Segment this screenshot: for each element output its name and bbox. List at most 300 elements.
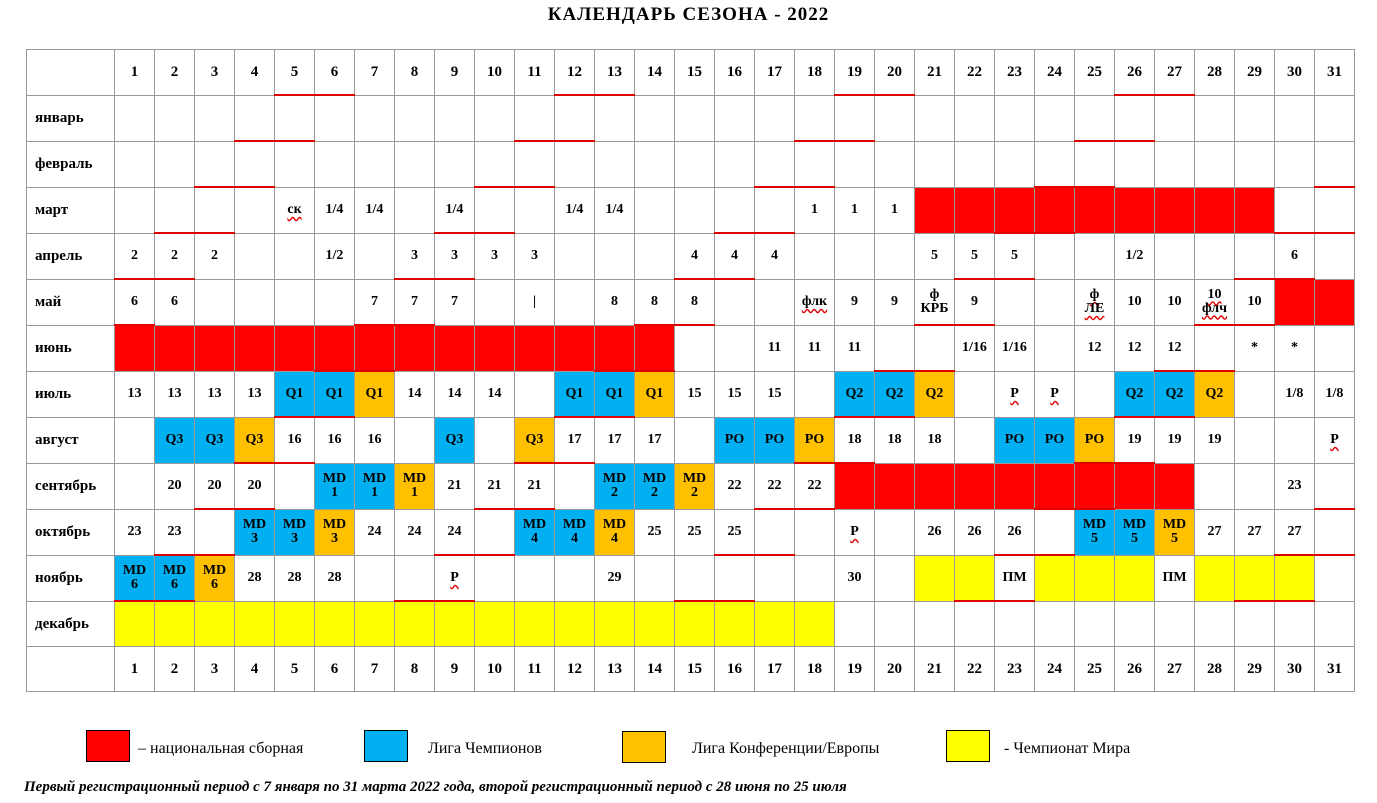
month-row xyxy=(27,141,1355,187)
event-label: 22 xyxy=(807,478,822,493)
day-cell xyxy=(1235,141,1275,187)
event-cell xyxy=(1075,325,1115,371)
day-cell xyxy=(115,141,155,187)
day-cell xyxy=(675,325,715,371)
day-number: 22 xyxy=(955,647,995,692)
event-label: | xyxy=(532,294,537,309)
event-label: 15 xyxy=(767,386,782,401)
event-cell xyxy=(1275,233,1315,279)
day-cell xyxy=(675,95,715,141)
event-label: Р xyxy=(1330,432,1339,447)
day-cell xyxy=(715,187,755,233)
day-cell xyxy=(875,141,915,187)
day-cell xyxy=(1115,141,1155,187)
event-label: 26 xyxy=(1007,523,1022,539)
day-cell xyxy=(875,601,915,647)
day-number: 15 xyxy=(675,647,715,692)
event-label: 2 xyxy=(131,247,138,263)
day-cell xyxy=(995,601,1035,647)
event-cell-nat xyxy=(915,187,955,233)
day-cell xyxy=(395,141,435,187)
event-cell-cl xyxy=(715,417,755,463)
day-cell xyxy=(675,141,715,187)
event-label: 1 xyxy=(891,202,898,217)
event-label: 14 xyxy=(407,386,422,401)
day-cell xyxy=(1155,95,1195,141)
day-number: 28 xyxy=(1195,50,1235,96)
event-label: PO xyxy=(764,432,785,447)
event-label: 26 xyxy=(927,524,942,539)
day-cell xyxy=(1155,141,1195,187)
day-number: 8 xyxy=(395,647,435,692)
event-label: MD 6 xyxy=(162,563,187,592)
day-cell xyxy=(1315,141,1355,187)
day-cell xyxy=(235,233,275,279)
day-number: 27 xyxy=(1155,647,1195,692)
event-label: 8 xyxy=(651,293,658,309)
event-label: 2 xyxy=(211,248,218,264)
event-label: 1/4 xyxy=(605,202,624,217)
event-cell-wc xyxy=(675,601,715,647)
event-label: MD 3 xyxy=(282,517,307,546)
day-cell xyxy=(1195,95,1235,141)
event-cell xyxy=(315,187,355,233)
event-cell xyxy=(355,187,395,233)
event-label: 24 xyxy=(367,524,382,539)
legend-label-world-cup: - Чемпионат Мира xyxy=(1004,740,1131,757)
event-label: MD 4 xyxy=(522,517,547,547)
day-cell xyxy=(715,95,755,141)
event-cell-cl xyxy=(315,463,355,509)
event-cell-wc xyxy=(115,601,155,647)
day-number: 20 xyxy=(875,647,915,692)
event-cell xyxy=(1155,417,1195,463)
event-cell-cl xyxy=(1155,371,1195,417)
day-cell xyxy=(1035,509,1075,555)
event-cell-cl xyxy=(1035,417,1075,463)
day-number: 18 xyxy=(795,647,835,692)
event-cell-nat xyxy=(1075,187,1115,233)
event-label: PO xyxy=(1084,431,1105,447)
day-cell xyxy=(875,509,915,555)
day-cell xyxy=(555,233,595,279)
event-cell xyxy=(835,279,875,325)
event-cell xyxy=(1195,509,1235,555)
event-label: * xyxy=(1291,340,1298,355)
day-cell xyxy=(955,371,995,417)
day-number: 30 xyxy=(1275,50,1315,96)
event-cell xyxy=(795,463,835,509)
day-number: 5 xyxy=(275,50,315,96)
day-cell xyxy=(515,187,555,233)
day-cell xyxy=(1035,601,1075,647)
event-cell xyxy=(315,555,355,601)
day-number: 12 xyxy=(555,50,595,96)
event-cell-wc xyxy=(955,555,995,601)
event-label: Р xyxy=(850,524,859,539)
day-cell xyxy=(1075,601,1115,647)
event-cell-cl xyxy=(435,417,475,463)
day-header-row xyxy=(27,50,1355,96)
event-cell xyxy=(475,371,515,417)
day-cell xyxy=(795,95,835,141)
day-number: 31 xyxy=(1315,50,1355,96)
day-cell xyxy=(155,187,195,233)
day-cell xyxy=(475,279,515,325)
event-label: 13 xyxy=(247,386,262,401)
day-number: 4 xyxy=(235,50,275,96)
event-cell xyxy=(435,279,475,325)
event-cell-wc xyxy=(515,601,555,647)
event-label: PO xyxy=(804,431,825,447)
event-label: 1/8 xyxy=(1325,386,1344,401)
day-cell xyxy=(115,463,155,509)
legend-label-national: – национальная сборная xyxy=(138,740,304,757)
event-cell xyxy=(835,555,875,601)
event-cell xyxy=(875,187,915,233)
event-cell xyxy=(1275,509,1315,555)
event-cell-cl xyxy=(355,463,395,509)
day-cell xyxy=(1235,463,1275,509)
event-label: 19 xyxy=(1127,432,1142,447)
day-cell xyxy=(1275,95,1315,141)
event-cell xyxy=(995,509,1035,555)
day-cell xyxy=(995,95,1035,141)
event-cell xyxy=(395,509,435,555)
event-cell-wc xyxy=(395,601,435,647)
event-cell-wc xyxy=(1235,555,1275,601)
event-label: 5 xyxy=(971,247,978,263)
event-cell-el xyxy=(595,509,635,555)
event-cell xyxy=(1275,371,1315,417)
event-cell-cl xyxy=(555,509,595,555)
event-cell xyxy=(155,509,195,555)
event-label: MD 6 xyxy=(202,563,227,593)
event-cell-cl xyxy=(875,371,915,417)
legend-swatch-national xyxy=(86,730,130,762)
event-cell-wc xyxy=(195,601,235,647)
event-label: 20 xyxy=(247,478,262,493)
event-cell xyxy=(955,509,995,555)
corner-cell xyxy=(27,50,115,96)
event-cell xyxy=(1235,509,1275,555)
day-cell xyxy=(1115,601,1155,647)
event-cell xyxy=(515,463,555,509)
day-cell xyxy=(1195,463,1235,509)
event-cell-nat xyxy=(635,325,675,371)
event-label: Q1 xyxy=(365,386,384,402)
event-label: 5 xyxy=(1011,248,1018,263)
event-cell xyxy=(715,509,755,555)
event-cell xyxy=(595,187,635,233)
legend-swatch-conference-europa xyxy=(622,731,666,763)
day-cell xyxy=(115,417,155,463)
event-cell xyxy=(435,555,475,601)
event-label: Q1 xyxy=(285,385,304,401)
event-label: 1/4 xyxy=(365,202,384,217)
day-cell xyxy=(1275,601,1315,647)
day-number: 16 xyxy=(715,50,755,96)
event-cell xyxy=(235,463,275,509)
event-cell xyxy=(435,371,475,417)
event-cell xyxy=(155,371,195,417)
event-label: 8 xyxy=(691,294,698,309)
day-cell xyxy=(635,141,675,187)
event-label: MD 5 xyxy=(1082,517,1107,547)
event-cell xyxy=(115,509,155,555)
event-cell xyxy=(1275,463,1315,509)
event-cell xyxy=(835,325,875,371)
event-cell xyxy=(1195,279,1235,325)
day-cell xyxy=(1035,279,1075,325)
day-cell xyxy=(1315,509,1355,555)
event-cell-nat xyxy=(1155,463,1195,509)
event-cell-wc xyxy=(155,601,195,647)
event-cell-wc xyxy=(235,601,275,647)
event-label: ф ЛЕ xyxy=(1084,287,1105,316)
day-cell xyxy=(395,417,435,463)
event-cell-el xyxy=(355,371,395,417)
day-cell xyxy=(475,141,515,187)
event-label: 7 xyxy=(411,294,418,309)
day-cell xyxy=(515,371,555,417)
event-label: 10 xyxy=(1167,294,1182,309)
day-cell xyxy=(1155,601,1195,647)
day-cell xyxy=(155,141,195,187)
month-label: октябрь xyxy=(27,509,115,555)
event-label: Q1 xyxy=(605,386,624,401)
event-label: PO xyxy=(1004,432,1025,447)
day-cell xyxy=(555,463,595,509)
event-cell xyxy=(995,325,1035,371)
event-label: 28 xyxy=(327,570,342,585)
event-label: Q2 xyxy=(1205,386,1224,402)
event-label: 21 xyxy=(487,477,502,493)
day-cell xyxy=(1195,325,1235,371)
event-label: 3 xyxy=(531,248,538,263)
event-cell xyxy=(715,233,755,279)
event-cell-nat xyxy=(115,325,155,371)
event-label: Q1 xyxy=(565,385,584,401)
event-cell xyxy=(595,555,635,601)
day-cell xyxy=(715,141,755,187)
event-label: ПМ xyxy=(1162,570,1187,585)
event-label: 24 xyxy=(447,523,462,539)
day-cell xyxy=(315,95,355,141)
day-cell xyxy=(955,417,995,463)
event-label: MD 4 xyxy=(562,517,587,546)
month-label: июль xyxy=(27,371,115,417)
event-cell xyxy=(115,233,155,279)
event-cell xyxy=(275,417,315,463)
day-cell xyxy=(955,141,995,187)
event-cell-wc xyxy=(355,601,395,647)
day-cell xyxy=(1035,141,1075,187)
month-label: апрель xyxy=(27,233,115,279)
event-cell xyxy=(555,417,595,463)
event-cell xyxy=(235,371,275,417)
event-label: 9 xyxy=(971,294,978,309)
day-number: 11 xyxy=(515,647,555,692)
event-label: 22 xyxy=(767,477,782,493)
event-label: 13 xyxy=(127,386,142,401)
event-cell xyxy=(395,233,435,279)
event-label: Р xyxy=(450,570,459,585)
event-cell-wc xyxy=(915,555,955,601)
event-label: 14 xyxy=(487,386,502,401)
day-cell xyxy=(675,187,715,233)
event-cell-el xyxy=(1155,509,1195,555)
month-row xyxy=(27,325,1355,371)
day-number: 17 xyxy=(755,50,795,96)
event-cell xyxy=(515,279,555,325)
day-cell xyxy=(715,325,755,371)
event-label: 25 xyxy=(687,524,702,539)
event-label: 23 xyxy=(127,524,142,539)
event-label: PO xyxy=(1044,432,1065,447)
day-cell xyxy=(1195,141,1235,187)
event-cell xyxy=(715,463,755,509)
event-label: 13 xyxy=(167,386,182,401)
event-label: 30 xyxy=(847,570,862,585)
day-cell xyxy=(1235,601,1275,647)
event-label: Q3 xyxy=(205,432,224,447)
legend-label-conference-europa: Лига Конференции/Европы xyxy=(692,740,880,757)
event-label: 17 xyxy=(567,432,582,447)
event-cell xyxy=(915,279,955,325)
day-cell xyxy=(195,187,235,233)
event-label: ПМ xyxy=(1002,570,1027,585)
event-cell xyxy=(915,417,955,463)
event-label: 8 xyxy=(611,294,618,309)
day-cell xyxy=(275,141,315,187)
day-number: 6 xyxy=(315,647,355,692)
event-cell-el xyxy=(795,417,835,463)
event-label: 16 xyxy=(287,432,302,447)
day-number: 2 xyxy=(155,50,195,96)
day-cell xyxy=(1275,141,1315,187)
day-number: 23 xyxy=(995,647,1035,692)
event-cell xyxy=(955,233,995,279)
event-label: 1 xyxy=(811,202,818,218)
event-cell-nat xyxy=(1115,187,1155,233)
month-label: ноябрь xyxy=(27,555,115,601)
event-label: 6 xyxy=(131,294,138,309)
event-label: 20 xyxy=(207,477,222,493)
day-cell xyxy=(1195,233,1235,279)
event-cell-nat xyxy=(1115,463,1155,509)
day-cell xyxy=(875,233,915,279)
day-footer-row xyxy=(27,647,1355,692)
month-label: сентябрь xyxy=(27,463,115,509)
event-label: 12 xyxy=(1167,339,1182,355)
event-cell-nat xyxy=(1275,279,1315,325)
event-label: 18 xyxy=(887,432,902,448)
day-cell xyxy=(1075,95,1115,141)
event-label: Q1 xyxy=(645,386,664,402)
event-label: 29 xyxy=(607,570,622,585)
event-label: Q3 xyxy=(445,432,464,447)
month-label: март xyxy=(27,187,115,233)
event-cell-wc xyxy=(315,601,355,647)
event-label: Q3 xyxy=(525,431,544,447)
day-cell xyxy=(355,233,395,279)
day-cell xyxy=(1235,371,1275,417)
event-cell xyxy=(1195,417,1235,463)
event-label: 18 xyxy=(927,432,942,447)
day-cell xyxy=(755,509,795,555)
event-label: 28 xyxy=(287,570,302,585)
event-cell xyxy=(435,509,475,555)
event-label: 7 xyxy=(371,293,378,309)
event-label: MD 1 xyxy=(322,471,347,500)
event-label: 2 xyxy=(171,248,178,263)
day-number: 16 xyxy=(715,647,755,692)
event-label: 11 xyxy=(767,340,782,355)
event-cell-nat xyxy=(155,325,195,371)
day-cell xyxy=(235,279,275,325)
event-cell xyxy=(355,417,395,463)
event-label: * xyxy=(1251,340,1258,356)
day-cell xyxy=(315,279,355,325)
day-number: 29 xyxy=(1235,647,1275,692)
day-cell xyxy=(1075,233,1115,279)
day-number: 2 xyxy=(155,647,195,692)
day-cell xyxy=(155,95,195,141)
event-label: MD 3 xyxy=(322,517,347,546)
event-cell-nat xyxy=(875,463,915,509)
day-number: 22 xyxy=(955,50,995,96)
event-label: Q2 xyxy=(925,386,944,402)
event-cell-wc xyxy=(1275,555,1315,601)
day-cell xyxy=(115,95,155,141)
event-label: 21 xyxy=(527,478,542,493)
day-cell xyxy=(915,601,955,647)
event-label: MD 1 xyxy=(402,471,427,500)
event-cell-wc xyxy=(475,601,515,647)
day-cell xyxy=(195,141,235,187)
event-cell-el xyxy=(395,463,435,509)
day-cell xyxy=(435,95,475,141)
event-cell xyxy=(795,279,835,325)
legend-swatch-world-cup xyxy=(946,730,990,762)
day-cell xyxy=(475,95,515,141)
event-cell xyxy=(355,279,395,325)
event-cell-wc xyxy=(1035,555,1075,601)
day-number: 14 xyxy=(635,647,675,692)
event-cell-el xyxy=(675,463,715,509)
event-cell-cl xyxy=(155,417,195,463)
day-cell xyxy=(315,141,355,187)
event-label: MD 3 xyxy=(242,517,267,547)
event-label: 23 xyxy=(167,523,182,539)
day-number: 25 xyxy=(1075,50,1115,96)
day-cell xyxy=(755,187,795,233)
day-cell xyxy=(1075,371,1115,417)
event-label: 11 xyxy=(807,340,822,355)
event-label: MD 1 xyxy=(362,471,387,500)
day-number: 14 xyxy=(635,50,675,96)
day-cell xyxy=(795,233,835,279)
month-label: февраль xyxy=(27,141,115,187)
event-cell-el xyxy=(915,371,955,417)
event-label: 1/2 xyxy=(1125,248,1144,263)
month-row xyxy=(27,279,1355,325)
event-cell-cl xyxy=(595,463,635,509)
event-label: 5 xyxy=(931,248,938,263)
month-row xyxy=(27,463,1355,509)
event-label: 1/16 xyxy=(962,340,987,356)
